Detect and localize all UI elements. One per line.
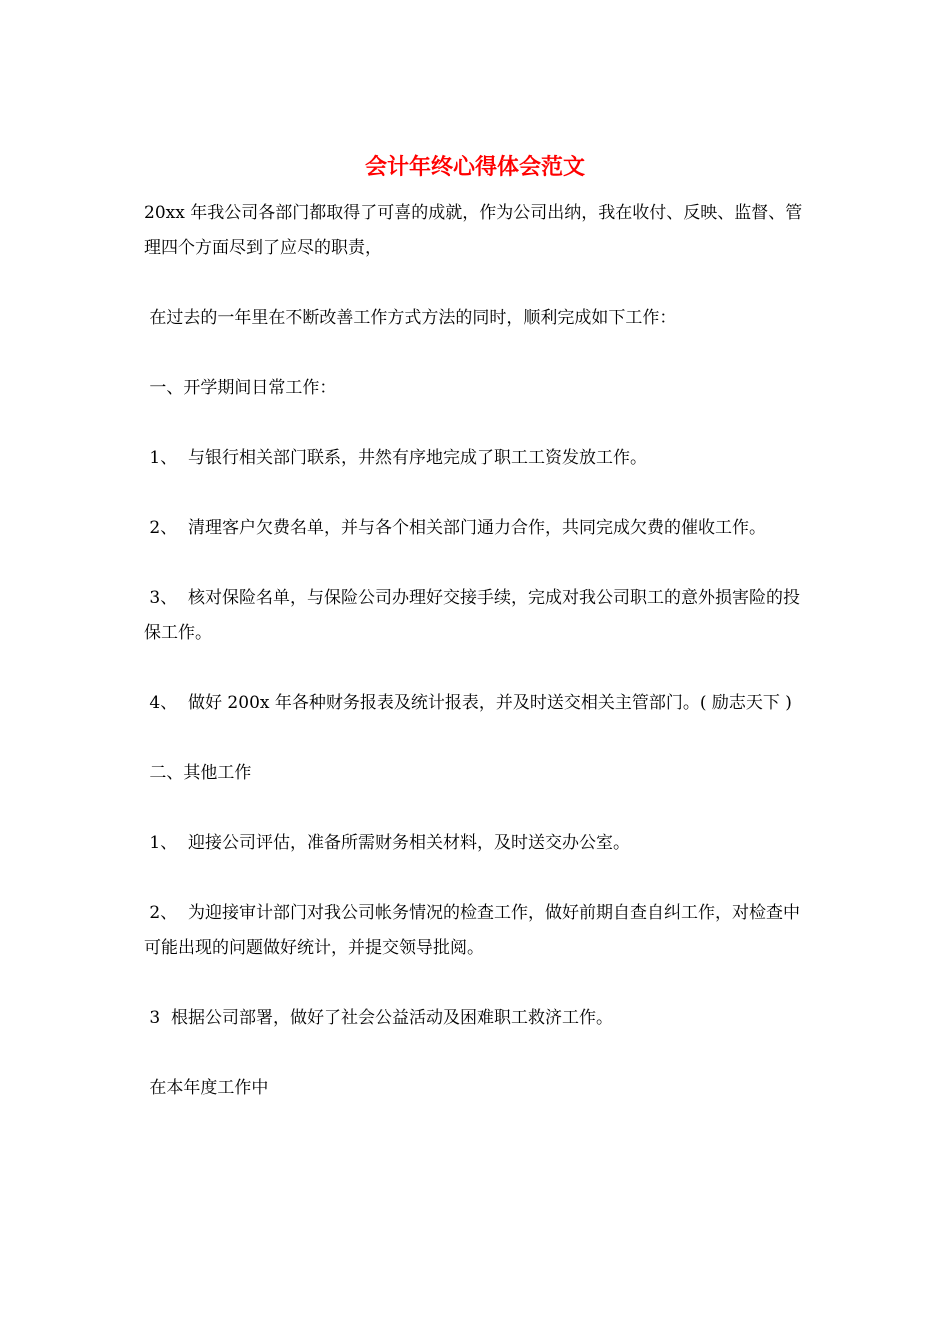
list-item-audit: 2、 为迎接审计部门对我公司帐务情况的检查工作，做好前期自查自纠工作，对检查中可能出现的问题做好统计，并提交领导批阅。	[144, 903, 801, 958]
paragraph-overview: 在过去的一年里在不断改善工作方式方法的同时，顺利完成如下工作：	[144, 308, 677, 328]
document-body	[144, 196, 812, 1141]
section-heading-other-work: 二、其他工作	[144, 763, 252, 783]
list-item-evaluation: 1、 迎接公司评估，准备所需财务相关材料，及时送交办公室。	[144, 833, 631, 853]
document-title: 会计年终心得体会范文	[364, 154, 585, 180]
section-heading-daily-work: 一、开学期间日常工作：	[144, 378, 337, 398]
list-item-insurance: 3、 核对保险名单，与保险公司办理好交接手续，完成对我公司职工的意外损害险的投保工作。	[144, 588, 801, 643]
paragraph-closing: 在本年度工作中	[144, 1078, 269, 1098]
list-item-arrears: 2、 清理客户欠费名单，并与各个相关部门通力合作，共同完成欠费的催收工作。	[144, 518, 767, 538]
paragraph-intro: 20xx 年我公司各部门都取得了可喜的成就，作为公司出纳，我在收付、反映、监督、管理四个方面尽到了应尽的职责，	[144, 203, 803, 258]
list-item-reports: 4、 做好 200x 年各种财务报表及统计报表，并及时送交相关主管部门。( 励志天下 )	[144, 693, 792, 713]
list-item-public-welfare: 3 根据公司部署，做好了社会公益活动及困难职工救济工作。	[144, 1008, 614, 1028]
list-item-bank-salary: 1、 与银行相关部门联系，井然有序地完成了职工工资发放工作。	[144, 448, 648, 468]
